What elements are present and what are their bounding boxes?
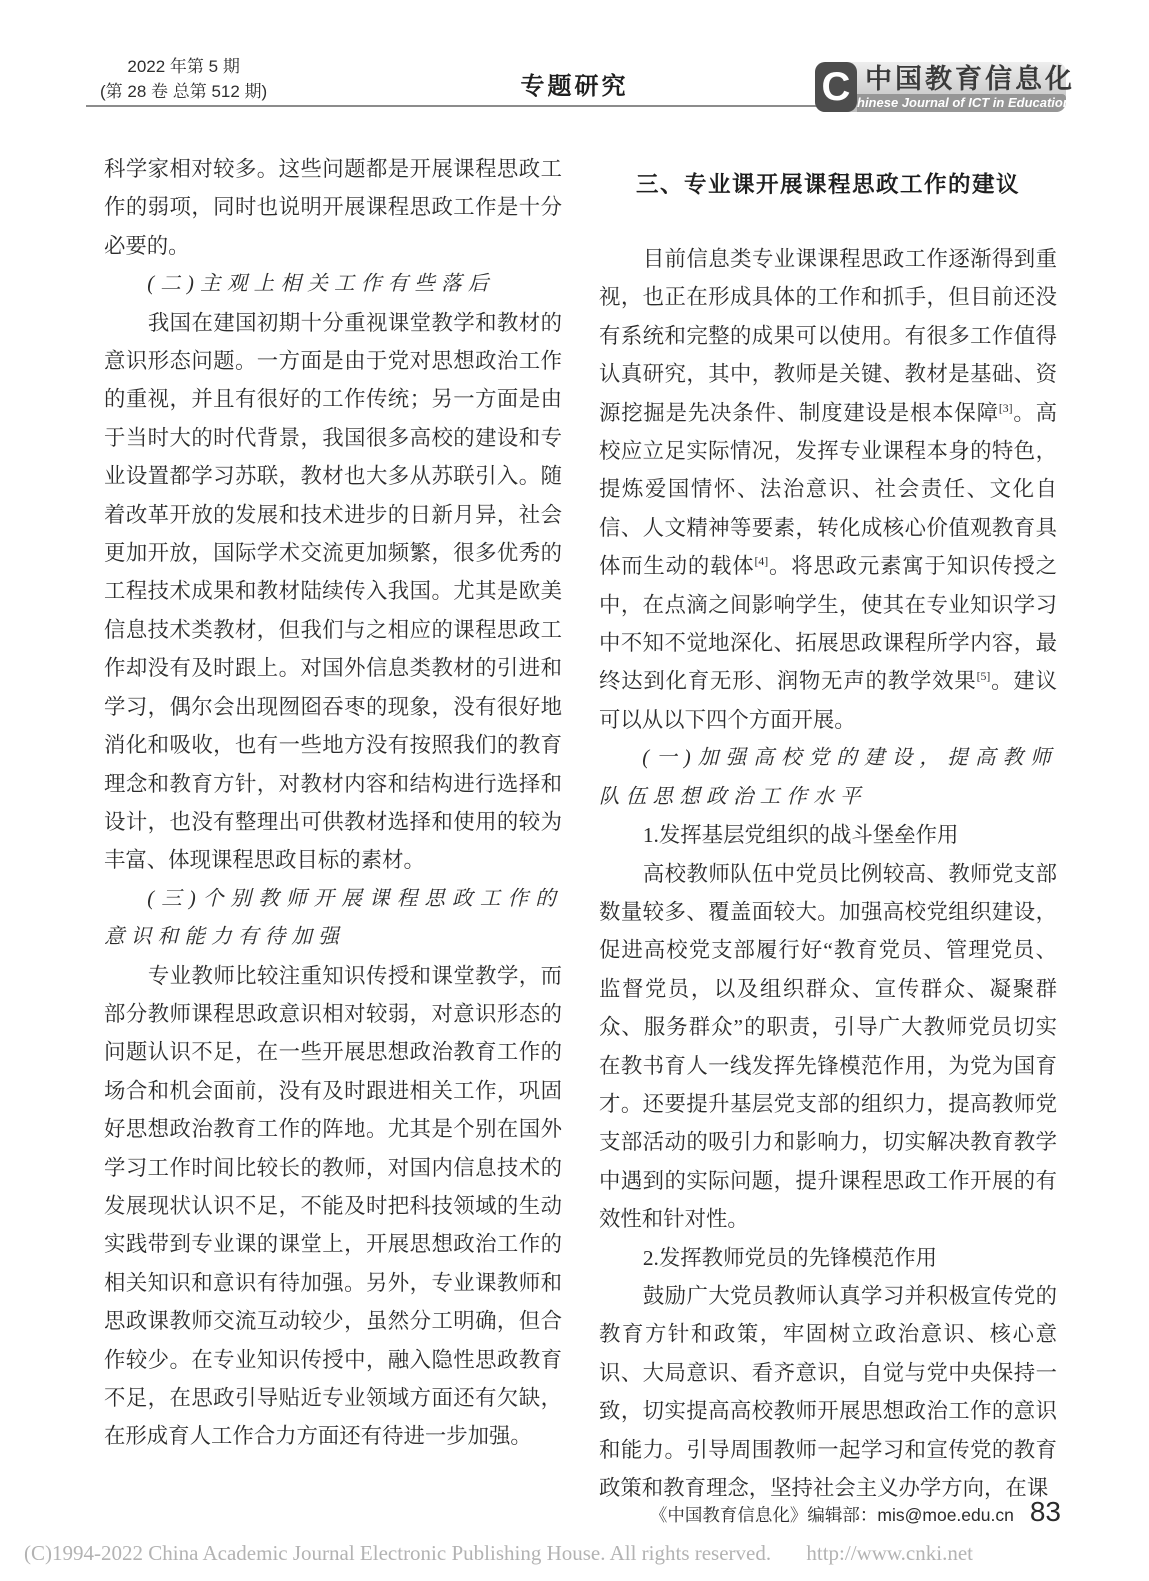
subsection-heading: (一)加强高校党的建设，提高教师队伍思想政治工作水平 [599, 747, 1057, 808]
subsection-heading: (二)主观上相关工作有些落后 [147, 273, 495, 296]
section-heading: 三、专业课开展课程思政工作的建议 [635, 172, 1020, 197]
footnote-ref: [5] [976, 670, 991, 684]
paragraph: 鼓励广大党员教师认真学习并积极宣传党的教育方针和政策，牢固树立政治意识、核心意识、大局意识、看齐意识，自觉与党中央保持一致，切实提高高校教师开展思想政治工作的意识和能力。引导周围教师一起学习和宣传党的教育政策和教育理念，坚持社会主义办学方向，在课 [599, 1283, 1057, 1500]
numbered-heading: 1.发挥基层党组织的战斗堡垒作用 [642, 823, 959, 848]
article-body [104, 150, 1057, 1507]
paragraph: 目前信息类专业课课程思政工作逐渐得到重视，也正在形成具体的工作和抓手，但目前还没有系统和完整的成果可以使用。有很多工作值得认真研究，其中，教师是关键、教材是基础、资源挖掘是先决条件、制度建设是根本保障[3]。高校应立足实际情况，发挥专业课程本身的特色，提炼爱国情怀、法治意识、社会责任、文化自信、人文精神等要素，转化成核心价值观教育具体而生动的载体[4]。将思政元素寓于知识传授之中，在点滴之间影响学生，使其在专业知识学习中不知不觉地深化、拓展思政课程所学内容，最终达到化育无形、润物无声的教学效果[5]。建议可以从以下四个方面开展。 [599, 247, 1057, 732]
journal-logo [815, 62, 1075, 112]
issue-info [100, 54, 267, 104]
footnote-ref: [4] [754, 555, 769, 569]
copyright-line [24, 1541, 1129, 1566]
footer-line [650, 1496, 1061, 1528]
paragraph: 我国在建国初期十分重视课堂教学和教材的意识形态问题。一方面是由于党对思想政治工作的重视，并且有很好的工作传统；另一方面是由于当时大的时代背景，我国很多高校的建设和专业设置都学习苏联，教材也大多从苏联引入。随着改革开放的发展和技术进步的日新月异，社会更加开放，国际学术交流更加频繁，很多优秀的工程技术成果和教材陆续传入我国。尤其是欧美信息技术类教材，但我们与之相应的课程思政工作却没有及时跟上。对国外信息类教材的引进和学习，偶尔会出现囫囵吞枣的现象，没有很好地消化和吸收，也有一些地方没有按照我们的教育理念和教育方针，对教材内容和结构进行选择和设计，也没有整理出可供教材选择和使用的较为丰富、体现课程思政目标的素材。 [104, 310, 562, 873]
footnote-ref: [3] [998, 401, 1013, 415]
paragraph: 高校教师队伍中党员比例较高、教师党支部数量较多、覆盖面较大。加强高校党组织建设，促进高校党支部履行好“教育党员、管理党员、监督党员，以及组织群众、宣传群众、凝聚群众、服务群众”的职责，引导广大教师党员切实在教书育人一线发挥先锋模范作用，为党为国育才。还要提升基层党支部的组织力，提高教师党支部活动的吸引力和影响力，切实解决教育教学中遇到的实际问题，提升课程思政工作开展的有效性和针对性。 [599, 861, 1057, 1232]
paragraph: 科学家相对较多。这些问题都是开展课程思政工作的弱项，同时也说明开展课程思政工作是十分必要的。 [104, 157, 562, 258]
numbered-heading: 2.发挥教师党员的先锋模范作用 [642, 1245, 937, 1270]
right-column [599, 150, 1057, 1507]
logo-initial: C [815, 62, 857, 112]
page-section-title: 专题研究 [520, 73, 629, 100]
copyright-text: (C)1994-2022 China Academic Journal Electronic Publishing House. All rights reserved. [24, 1541, 772, 1565]
cnki-url: http://www.cnki.net [806, 1541, 973, 1565]
logo-title-cn: 中国教育信息化 [865, 64, 1075, 94]
paragraph: 专业教师比较注重知识传授和课堂教学，而部分教师课程思政意识相对较弱，对意识形态的问题认识不足，在一些开展思想政治教育工作的场合和机会面前，没有及时跟进相关工作，巩固好思想政治教育工作的阵地。尤其是个别在国外学习工作时间比较长的教师，对国内信息技术的发展现状认识不足，不能及时把科技领域的生动实践带到专业课的课堂上，开展思想政治工作的相关知识和意识有待加强。另外，专业课教师和思政课教师交流互动较少，虽然分工明确，但合作较少。在专业知识传授中，融入隐性思政教育不足，在思政引导贴近专业领域方面还有欠缺，在形成育人工作合力方面还有待进一步加强。 [104, 963, 562, 1449]
subsection-heading: (三)个别教师开展课程思政工作的意识和能力有待加强 [104, 887, 562, 949]
issue-line1: 2022 年第 5 期 [127, 57, 240, 76]
editorial-contact: 《中国教育信息化》编辑部：mis@moe.edu.cn [649, 1505, 1014, 1525]
logo-title-en: hinese Journal of ICT in Education [857, 95, 1071, 110]
issue-line2: (第 28 卷 总第 512 期) [100, 82, 268, 101]
left-column [104, 150, 562, 1507]
page-number: 83 [1029, 1496, 1061, 1527]
